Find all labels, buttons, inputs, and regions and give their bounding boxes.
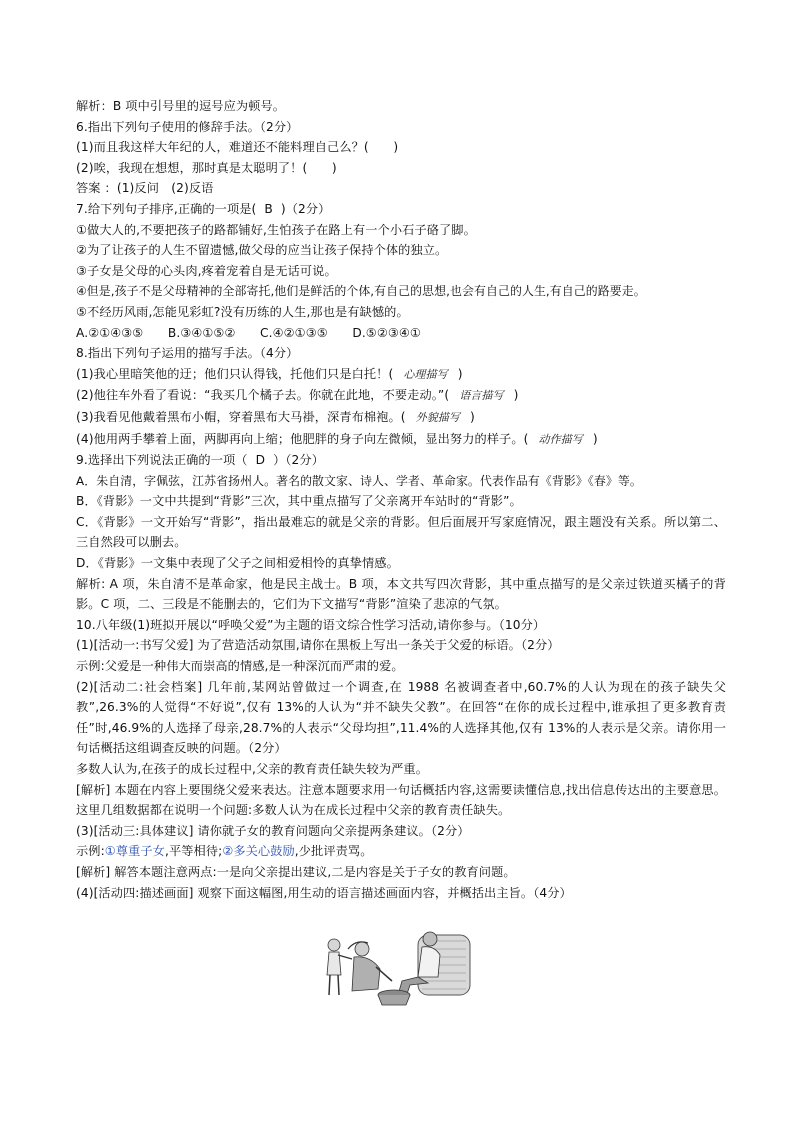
text-line: ①做大人的,不要把孩子的路都铺好,生怕孩子在路上有一个小石子硌了脚。 [76, 222, 476, 237]
example-line: 示例:父爱是一种伟大而崇高的情感,是一种深沉而严肃的爱。 [76, 659, 404, 674]
question-10: 10.八年级(1)班拟开展以“呼唤父爱”为主题的语文综合性学习活动,请你参与。（10分） [76, 617, 546, 632]
handwritten-answer: 外貌描写 [415, 410, 461, 424]
option-c: C．《背影》一文开始写“背影”，指出最难忘的就是父亲的背影。但后面展开写家庭情况，跟主题没有关系。所以第二、三自然段可以删去。 [76, 514, 726, 550]
analysis-line: [解析] 解答本题注意两点:一是向父亲提出建议,二是内容是关于子女的教育问题。 [76, 864, 516, 879]
example-line: 示例:①尊重子女,平等相待;②多关心鼓励,少批评责骂。 [76, 844, 373, 859]
document-page [76, 96, 726, 903]
activity-1: (1)[活动一:书写父爱] 为了营造活动氛围,请你在黑板上写出一条关于父爱的标语。（2分） [76, 638, 560, 653]
analysis-paragraph: [解析] 本题在内容上要围绕父爱来表达。注意本题要求用一句话概括内容,这需要读懂信息,找出信息传达出的主要意思。这里几组数据都在说明一个问题:多数人认为在成长过程中父亲的教育责任缺失。 [76, 782, 726, 818]
answer-line: 多数人认为,在孩子的成长过程中,父亲的教育责任缺失较为严重。 [76, 762, 428, 776]
question-9: 9.选择出下列说法正确的一项（ D ）（2分） [76, 453, 324, 468]
activity-3: (3)[活动三:具体建议] 请你就子女的教育问题向父亲提两条建议。（2分） [76, 823, 470, 838]
handwritten-answer: 动作描写 [538, 432, 583, 446]
activity-4: (4)[活动四:描述画面] 观察下面这幅图,用生动的语言描述画面内容，并概括出主旨。（4分） [76, 885, 572, 900]
activity-2: (2)[活动二:社会档案] 几年前,某网站曾做过一个调查,在 1988 名被调查者中,60.7%的人认为现在的孩子缺失父教”,26.3%的人觉得“不好说”,仅有 13%的人认为“并不缺失父教”。在回答“在你的成长过程中,谁承担了更多教育责任”时,46.9%的人选择了母亲,28.7%的人表示“父母均担”,11.4%的人选择其他,仅有 13%的人表示是父亲。请你用一句话概括这组调查反映的问题。（2分） [76, 679, 726, 756]
text-line: ⑤不经历风雨,怎能见彩虹?没有历练的人生,那也是有缺憾的。 [76, 304, 409, 319]
text-line: (3)我看见他戴着黑布小帽，穿着黑布大马褂，深青布棉袍。( 外貌描写 ) [76, 409, 475, 424]
question-6: 6.指出下列句子使用的修辞手法。（2分） [76, 119, 299, 134]
option-d: D．《背影》一文集中表现了父子之间相爱相怜的真挚情感。 [76, 556, 399, 571]
question-7: 7.给下列句子排序,正确的一项是( B )（2分） [76, 201, 331, 216]
text-line: (1)而且我这样大年纪的人，难道还不能料理自己么？( ) [76, 140, 399, 155]
text-line: ③子女是父母的心头肉,疼着宠着自是无话可说。 [76, 263, 337, 278]
option-a: A．朱自清，字佩弦，江苏省扬州人。著名的散文家、诗人、学者、革命家。代表作品有《背影》《春》等。 [76, 473, 642, 488]
text-line: ②为了让孩子的人生不留遗憾,做父母的应当让孩子保持个体的独立。 [76, 243, 448, 258]
text-line: (1)我心里暗笑他的迂；他们只认得钱，托他们只是白托！( 心理描写 ) [76, 366, 463, 381]
answer-blank: B [264, 201, 273, 216]
question-8: 8.指出下列句子运用的描写手法。（4分） [76, 346, 299, 361]
handwritten-answer: 心理描写 [403, 367, 448, 381]
text-line: ④但是,孩子不是父母精神的全部寄托,他们是鲜活的个体,有自己的思想,也会有自己的人生,有自己的路要走。 [76, 284, 646, 299]
text-line: 解析：B 项中引号里的逗号应为顿号。 [76, 99, 286, 113]
answer-line: 答案 ：(1)反问 (2)反语 [76, 181, 214, 196]
analysis-paragraph: 解析: A 项，朱自清不是革命家，他是民主战士。B 项，本文共写四次背影，其中重点描写的是父亲过铁道买橘子的背影。C 项，二、三段是不能删去的，它们为下文描写“背影”渲染了悲凉的气氛。 [76, 576, 726, 612]
handwritten-answer: 语言描写 [459, 389, 504, 403]
text-line: (4)他用两手攀着上面，两脚再向上缩；他肥胖的身子向左微倾，显出努力的样子。( 动作描写 ) [76, 431, 598, 446]
option-b: B．《背影》一文中共提到“背影”三次，其中重点描写了父亲离开车站时的“背影”。 [76, 494, 522, 509]
text-line: (2)他往车外看了看说：“我买几个橘子去。你就在此地，不要走动。”( 语言描写 ) [76, 388, 519, 403]
options-line: A.②①④③⑤ B.③④①⑤② C.④②①③⑤ D.⑤②③④① [76, 325, 421, 340]
father-son-footbath-illustration-icon [318, 925, 476, 1007]
text-line: (2)唉，我现在想想，那时真是太聪明了！( ) [76, 160, 337, 175]
answer-blank: D [255, 453, 266, 468]
